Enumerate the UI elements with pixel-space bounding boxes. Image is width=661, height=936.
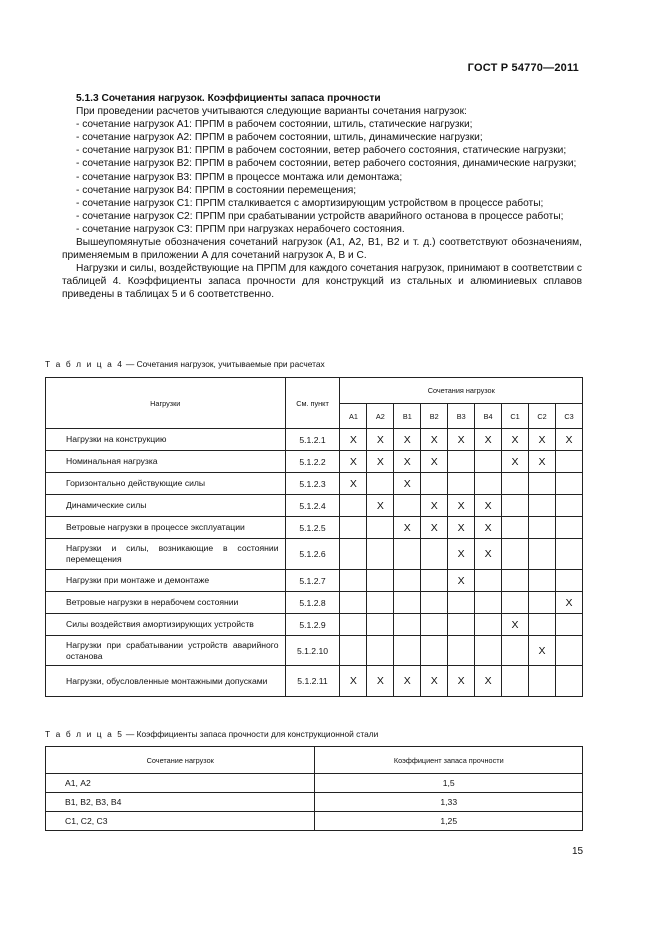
load-combinations-table [45,377,583,697]
combo-mark [448,473,475,495]
combo-mark [421,636,448,666]
clause-ref: 5.1.2.5 [285,517,340,539]
clause-ref: 5.1.2.4 [285,495,340,517]
combo-mark [529,539,556,570]
combo-mark: X [448,666,475,697]
page-number: 15 [572,846,584,857]
combo-mark: X [421,429,448,451]
clause-ref: 5.1.2.8 [285,592,340,614]
combo-mark: X [555,429,582,451]
combo-mark [555,614,582,636]
combo-mark [340,539,367,570]
standard-designation: ГОСТ Р 54770—2011 [467,62,579,74]
combo-mark [555,451,582,473]
load-name: Горизонтально действующие силы [46,473,286,495]
col-header-combinations: Сочетания нагрузок [340,378,583,404]
combo-mark: X [475,666,502,697]
combo-mark: X [340,451,367,473]
table-row [46,636,583,666]
clause-ref: 5.1.2.3 [285,473,340,495]
combo-mark [367,570,394,592]
combo-mark [502,473,529,495]
combo-mark [502,495,529,517]
combo-mark: X [367,451,394,473]
combo-mark [555,636,582,666]
section-title: 5.1.3 Сочетания нагрузок. Коэффициенты запаса прочности [76,93,381,104]
combo-header: С1 [502,404,529,429]
combo-mark [421,592,448,614]
combo-mark [555,570,582,592]
combo-header: В2 [421,404,448,429]
combo-mark: X [340,429,367,451]
combo-mark [394,614,421,636]
combo-header: А2 [367,404,394,429]
col-header-loads: Нагрузки [46,378,286,429]
combo-mark [367,517,394,539]
combo-mark [555,666,582,697]
combo-mark: X [555,592,582,614]
combo-mark [475,451,502,473]
combo-mark [529,666,556,697]
combo-cell: А1, А2 [46,774,315,793]
load-name: Динамические силы [46,495,286,517]
table5-caption: Т а б л и ц а 5 — Коэффициенты запаса прочности для конструкционной стали [45,729,379,739]
paragraph-designations: Вышеупомянутые обозначения сочетаний нагрузок (А1, А2, В1, В2 и т. д.) соответствуют обозначениям, применяемым в приложении А для сочетаний нагрузок А, В и С. [62,237,582,262]
clause-ref: 5.1.2.2 [285,451,340,473]
combination-item: - сочетание нагрузок В4: ПРПМ в состоянии перемещения; [76,184,357,196]
combo-mark [448,451,475,473]
table-row [46,570,583,592]
combo-mark: X [394,473,421,495]
combo-mark: X [340,473,367,495]
combination-item: - сочетание нагрузок В3: ПРПМ в процессе монтажа или демонтажа; [76,171,403,183]
combo-header: В3 [448,404,475,429]
combo-header: С2 [529,404,556,429]
combo-mark [502,517,529,539]
combo-mark [555,495,582,517]
paragraph-tables-reference: Нагрузки и силы, воздействующие на ПРПМ для каждого сочетания нагрузок, принимают в соответствии с таблицей 4. Коэффициенты запаса прочности для конструкций из стальных и алюминиевых сплавов приведены в таблицах 5 и 6 соответственно. [62,263,582,301]
combo-mark: X [475,495,502,517]
factor-cell: 1,25 [315,812,583,831]
load-name: Номинальная нагрузка [46,451,286,473]
combo-header: В4 [475,404,502,429]
combo-mark: X [529,429,556,451]
table-row [46,429,583,451]
combo-mark [448,614,475,636]
clause-ref: 5.1.2.7 [285,570,340,592]
combo-mark [421,473,448,495]
combo-mark: X [448,429,475,451]
combo-mark [502,592,529,614]
combo-mark [475,592,502,614]
combination-item: - сочетание нагрузок А2: ПРПМ в рабочем состоянии, штиль, динамические нагрузки; [76,132,483,144]
col-header-factor: Коэффициент запаса прочности [315,747,583,774]
combo-mark [475,570,502,592]
combination-item: - сочетание нагрузок С3: ПРПМ при нагрузках нерабочего состояния. [76,223,405,235]
combo-mark [529,517,556,539]
combination-list [62,118,582,236]
combo-mark: X [502,451,529,473]
combo-mark: X [394,666,421,697]
table-row [46,473,583,495]
combo-mark [475,636,502,666]
combo-mark: X [502,614,529,636]
combo-mark [367,539,394,570]
combo-mark [394,495,421,517]
section-intro: При проведении расчетов учитываются следующие варианты сочетания нагрузок: [76,106,467,118]
combo-mark [340,570,367,592]
combo-mark [340,517,367,539]
combo-mark [394,636,421,666]
combo-mark [502,539,529,570]
combo-mark: X [448,539,475,570]
combo-mark: X [367,429,394,451]
combo-mark: X [367,666,394,697]
combo-header: А1 [340,404,367,429]
combo-mark: X [475,517,502,539]
load-name: Ветровые нагрузки в нерабочем состоянии [46,592,286,614]
combo-mark [394,539,421,570]
load-name: Нагрузки и силы, возникающие в состоянии перемещения [46,539,286,570]
combo-cell: В1, В2, В3, В4 [46,793,315,812]
combo-mark: X [448,517,475,539]
load-name: Ветровые нагрузки в процессе эксплуатации [46,517,286,539]
combo-mark [555,473,582,495]
combo-mark: X [421,517,448,539]
load-name: Нагрузки на конструкцию [46,429,286,451]
combo-mark [502,636,529,666]
table-row [46,495,583,517]
combination-item: - сочетание нагрузок А1: ПРПМ в рабочем состоянии, штиль, статические нагрузки; [76,119,473,131]
combo-mark: X [475,429,502,451]
combo-mark [367,592,394,614]
combo-mark [448,636,475,666]
combo-mark [367,473,394,495]
steel-safety-factors-table [45,746,583,831]
combo-mark: X [448,570,475,592]
combo-mark [421,539,448,570]
clause-ref: 5.1.2.11 [285,666,340,697]
combo-mark: X [529,451,556,473]
table-row [46,517,583,539]
factor-cell: 1,5 [315,774,583,793]
combo-mark [340,614,367,636]
table-row [46,451,583,473]
combo-mark: X [448,495,475,517]
combo-mark [475,614,502,636]
table-row [46,614,583,636]
table-row [46,774,583,793]
combination-item: - сочетание нагрузок В2: ПРПМ в рабочем состоянии, ветер рабочего состояния, динамические нагрузки; [76,158,577,170]
load-name: Силы воздействия амортизирующих устройств [46,614,286,636]
combo-mark: X [529,636,556,666]
combo-header: В1 [394,404,421,429]
clause-ref: 5.1.2.9 [285,614,340,636]
combo-mark [421,570,448,592]
combo-mark [529,592,556,614]
combo-mark [340,495,367,517]
combo-mark [394,592,421,614]
combination-item: - сочетание нагрузок В1: ПРПМ в рабочем состоянии, ветер рабочего состояния, статические нагрузки; [76,145,567,157]
table-row [46,793,583,812]
col-header-combo: Сочетание нагрузок [46,747,315,774]
combo-mark [502,570,529,592]
combo-mark: X [394,429,421,451]
section-body [62,92,582,302]
combo-mark: X [394,451,421,473]
combo-mark [340,636,367,666]
combo-mark [367,636,394,666]
combo-mark [529,473,556,495]
combo-mark [529,495,556,517]
col-header-ref: См. пункт [285,378,340,429]
combo-mark [421,614,448,636]
combo-mark [394,570,421,592]
combo-mark: X [475,539,502,570]
combo-mark: X [421,666,448,697]
combo-mark: X [367,495,394,517]
combo-mark: X [502,429,529,451]
combo-mark [529,570,556,592]
table-row [46,812,583,831]
table-row [46,666,583,697]
table-row [46,592,583,614]
combo-mark: X [421,495,448,517]
factor-cell: 1,33 [315,793,583,812]
load-name: Нагрузки при монтаже и демонтаже [46,570,286,592]
combo-mark [555,539,582,570]
combo-mark [555,517,582,539]
combo-mark: X [340,666,367,697]
combination-item: - сочетание нагрузок С2: ПРПМ при срабатывании устройств аварийного останова в процессе работы; [76,210,564,222]
combo-mark [529,614,556,636]
load-name: Нагрузки при срабатывании устройств аварийного останова [46,636,286,666]
combo-mark: X [394,517,421,539]
combo-mark: X [421,451,448,473]
combination-item: - сочетание нагрузок С1: ПРПМ сталкивается с амортизирующим устройством в процессе работы; [76,197,544,209]
combo-header: С3 [555,404,582,429]
combo-cell: С1, С2, С3 [46,812,315,831]
table4-caption: Т а б л и ц а 4 — Сочетания нагрузок, учитываемые при расчетах [45,359,325,369]
load-name: Нагрузки, обусловленные монтажными допусками [46,666,286,697]
combo-mark [340,592,367,614]
table-row [46,539,583,570]
clause-ref: 5.1.2.1 [285,429,340,451]
combo-mark [367,614,394,636]
clause-ref: 5.1.2.10 [285,636,340,666]
clause-ref: 5.1.2.6 [285,539,340,570]
combo-mark [448,592,475,614]
combo-mark [502,666,529,697]
combo-mark [475,473,502,495]
